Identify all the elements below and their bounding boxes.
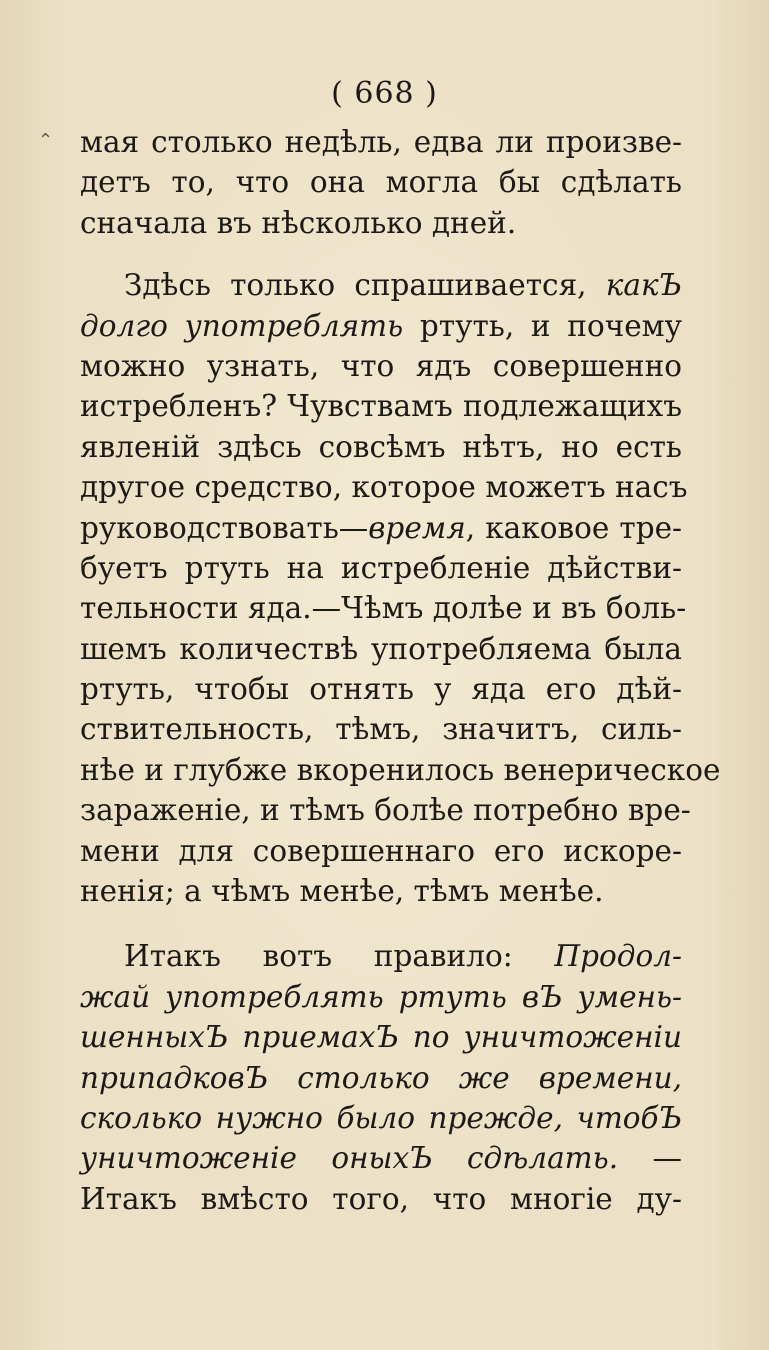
italic-text: припадковЪ столько же времени, [80,1060,682,1095]
text-run: — [618,1141,682,1176]
text-line [80,629,682,669]
text-run: нѣе и глубже вкоренилось венерическое [80,752,721,787]
text-run: детъ то, что она могла бы сдѣлать [80,165,682,200]
text-run: Итакъ вмѣсто того, что многіе ду- [80,1181,682,1216]
text-line [80,977,682,1017]
text-line [80,588,687,628]
text-line [80,508,682,548]
text-run: сначала въ нѣсколько дней. [80,205,517,240]
text-line [80,1017,682,1057]
text-line [80,1138,682,1178]
italic-text: долго употреблять [80,308,404,343]
text-line [80,122,682,162]
text-run: другое средство, которое можетъ насъ [80,470,688,505]
text-run: тельности яда.—Чѣмъ долѣе и въ боль- [80,591,687,626]
margin-mark: ⌃ [38,130,54,151]
text-line [80,1179,682,1219]
text-line [80,1098,682,1138]
page-body [80,122,721,1219]
text-run: ненія; а чѣмъ менѣе, тѣмъ менѣе. [80,874,604,909]
text-line [80,306,682,346]
text-run: буетъ ртуть на истребленіе дѣйстви- [80,550,682,585]
italic-text: шенныхЪ приемахЪ по уничтоженіи [80,1020,682,1055]
italic-text: сколько нужно было прежде, чтобЪ [80,1100,682,1135]
text-run: ртуть, чтобы отнять у яда его дѣй- [80,672,682,707]
text-line [80,162,682,202]
italic-text: уничтоженіе оныхЪ сдѣлать. [80,1141,619,1176]
text-line [80,831,682,871]
text-line [80,265,682,305]
text-line [80,709,682,749]
text-line [80,548,682,588]
text-run: Здѣсь только спрашивается, [124,268,606,303]
text-line [80,203,682,243]
italic-text: Продол- [554,939,682,974]
text-run: , каковое тре- [465,510,682,545]
text-line [80,750,721,790]
text-line [80,936,682,976]
text-line [80,467,688,507]
text-run: ртуть, и почему [403,308,682,343]
text-line [80,346,682,386]
text-run: мени для совершеннаго его искоре- [80,833,682,868]
page-number: ( 668 ) [331,76,438,111]
text-run: зараженіе, и тѣмъ болѣе потребно вре- [80,793,691,828]
text-run: можно узнать, что ядъ совершенно [80,348,682,383]
italic-text: жай употреблять ртуть вЪ умень- [80,979,682,1014]
text-run: мая столько недѣль, едва ли произве- [80,125,682,159]
text-run: явленій здѣсь совсѣмъ нѣтъ, но есть [80,429,682,464]
text-line [80,871,682,911]
italic-text: время [368,510,466,545]
text-line [80,1058,682,1098]
text-run: руководствовать— [80,510,369,545]
paragraph [80,122,682,243]
text-line [80,790,691,830]
text-line [80,427,682,467]
paragraph [80,936,682,1219]
text-run: Итакъ вотъ правило: [124,939,555,974]
text-run: истребленъ? Чувствамъ подлежащихъ [80,389,682,424]
italic-text: какЪ [605,268,682,303]
paragraph [80,265,721,911]
text-run: ствительность, тѣмъ, значитъ, силь- [80,712,682,747]
text-line [80,669,682,709]
text-line [80,386,682,426]
text-run: шемъ количествѣ употребляема была [80,631,682,666]
